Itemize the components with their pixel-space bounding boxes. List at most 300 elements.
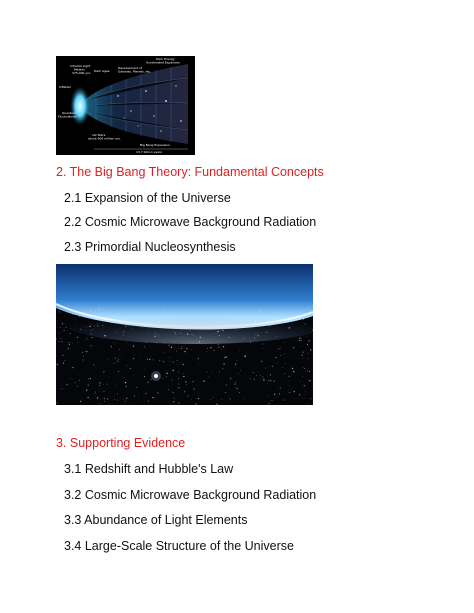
star-dot [178, 387, 179, 388]
star-dot [225, 323, 226, 324]
star-dot [296, 309, 297, 310]
star-dot [212, 372, 213, 373]
star-dot [263, 344, 264, 345]
star-dot [171, 391, 172, 392]
star-dot [68, 348, 69, 349]
star-dot [104, 391, 105, 392]
star-dot [75, 319, 76, 320]
star-dot [219, 335, 220, 336]
star-dot [94, 325, 95, 326]
star-dot [173, 392, 174, 393]
star-dot [141, 327, 142, 328]
star-dot [200, 337, 201, 338]
star-dot [85, 340, 86, 341]
star-dot [83, 356, 84, 357]
star-dot [299, 337, 300, 338]
star-dot [194, 390, 195, 391]
star-dot [300, 309, 301, 310]
star-dot [235, 382, 236, 383]
star-dot [119, 349, 120, 350]
star-dot [62, 341, 63, 342]
star-dot [123, 331, 124, 332]
star-dot [274, 312, 275, 313]
section-3-item-1: 3.1 Redshift and Hubble's Law [64, 462, 234, 476]
star-dot [78, 342, 79, 343]
star-dot [178, 378, 179, 379]
star-dot [208, 376, 209, 377]
star-dot [176, 351, 177, 352]
star-dot [259, 311, 260, 312]
star-dot [135, 354, 136, 355]
star-dot [125, 401, 126, 402]
section-3-item-2: 3.2 Cosmic Microwave Background Radiation [64, 488, 317, 502]
star-dot [114, 399, 115, 400]
star-dot [126, 398, 127, 399]
star-dot [88, 397, 89, 398]
star-dot [123, 335, 124, 336]
star-dot [88, 384, 89, 385]
star-dot [304, 385, 305, 386]
star-dot [182, 346, 183, 347]
star-dot [96, 366, 97, 367]
star-dot [104, 335, 105, 336]
star-dot [273, 381, 274, 382]
star-dot [118, 359, 119, 360]
star-dot [222, 330, 223, 331]
star-dot [103, 372, 104, 373]
star-dot [70, 378, 71, 379]
section-3-heading: 3. Supporting Evidence [56, 436, 186, 450]
star-dot [291, 311, 292, 312]
star-dot [198, 358, 199, 359]
star-dot [166, 315, 167, 316]
star-dot [99, 312, 100, 313]
star-dot [266, 332, 267, 333]
star-dot [107, 384, 108, 385]
star-dot [218, 322, 219, 323]
star-dot [173, 370, 174, 371]
star-dot [286, 363, 287, 364]
star-dot [244, 356, 245, 357]
star-dot [237, 360, 238, 361]
star-dot [228, 309, 229, 310]
star-dot [59, 311, 60, 312]
star-dot [166, 376, 167, 377]
star-dot [282, 367, 283, 368]
star-dot [63, 330, 64, 331]
star-dot [140, 358, 141, 359]
star-dot [206, 351, 207, 352]
star-dot [196, 340, 197, 341]
star-dot [208, 322, 209, 323]
star-dot [111, 346, 112, 347]
star-dot [226, 384, 227, 385]
star-dot [117, 393, 118, 394]
star-dot [183, 373, 184, 374]
star-dot [223, 363, 224, 364]
star-dot [225, 393, 226, 394]
star-dot [141, 311, 142, 312]
star-dot [209, 322, 210, 323]
star-dot [118, 371, 119, 372]
star-dot [196, 317, 197, 318]
star-dot [130, 368, 131, 369]
star-dot [310, 398, 311, 399]
star-dot [183, 376, 184, 377]
star-dot [242, 339, 243, 340]
star-dot [173, 361, 174, 362]
star-dot [138, 397, 139, 398]
star-dot [115, 357, 116, 358]
star-dot [234, 383, 235, 384]
star-dot [268, 403, 269, 404]
star-dot [69, 342, 70, 343]
star-dot [263, 379, 264, 380]
star-dot [245, 356, 246, 357]
star-dot [289, 381, 290, 382]
star-dot [203, 381, 204, 382]
star-dot [186, 382, 187, 383]
star-dot [307, 403, 308, 404]
star-dot [198, 320, 199, 321]
star-dot [268, 380, 269, 381]
star-dot [257, 333, 258, 334]
star-dot [132, 328, 133, 329]
star-dot [153, 397, 154, 398]
star-dot [237, 388, 238, 389]
star-dot [196, 403, 197, 404]
star-dot [77, 337, 78, 338]
star-dot [63, 363, 64, 364]
star-dot [221, 399, 222, 400]
star-dot [98, 350, 99, 351]
star-dot [199, 363, 200, 364]
star-dot [224, 309, 225, 310]
star-dot [160, 330, 161, 331]
star-dot [306, 336, 307, 337]
section-3-item-3: 3.3 Abundance of Light Elements [64, 513, 248, 527]
diagram-label-expansion: Big Bang Expansion [140, 143, 170, 147]
star-dot [192, 334, 193, 335]
star-dot [148, 333, 149, 334]
star-dot [148, 400, 149, 401]
star-dot [184, 391, 185, 392]
star-dot [259, 310, 260, 311]
star-dot [279, 393, 280, 394]
star-dot [280, 355, 281, 356]
star-dot [168, 389, 169, 390]
star-dot [88, 378, 89, 379]
star-dot [89, 326, 90, 327]
star-dot [247, 325, 248, 326]
star-dot [215, 318, 216, 319]
star-dot [226, 357, 227, 358]
section-2-item-1: 2.1 Expansion of the Universe [64, 191, 231, 205]
star-dot [147, 359, 148, 360]
star-dot [210, 347, 211, 348]
star-dot [60, 327, 61, 328]
star-dot [193, 388, 194, 389]
star-dot [182, 363, 183, 364]
star-dot [198, 398, 199, 399]
star-dot [305, 391, 306, 392]
star-dot [108, 316, 109, 317]
star-dot [195, 311, 196, 312]
star-dot [162, 378, 163, 379]
star-dot [218, 331, 219, 332]
star-dot [180, 333, 181, 334]
star-dot [210, 399, 211, 400]
star-dot [62, 323, 63, 324]
star-dot [97, 323, 98, 324]
star-dot [75, 382, 76, 383]
star-dot [263, 321, 264, 322]
star-dot [259, 322, 260, 323]
star-dot [179, 384, 180, 385]
star-dot [303, 367, 304, 368]
star-dot [174, 398, 175, 399]
star-dot [272, 366, 273, 367]
star-dot [302, 354, 303, 355]
star-dot [312, 330, 313, 331]
star-dot [104, 398, 105, 399]
star-dot [77, 322, 78, 323]
star-dot [226, 309, 227, 310]
star-dot [244, 324, 245, 325]
star-dot [80, 401, 81, 402]
star-dot [283, 400, 284, 401]
star-dot [145, 393, 146, 394]
star-dot [305, 316, 306, 317]
section-2-item-2: 2.2 Cosmic Microwave Background Radiation [64, 215, 317, 229]
star-dot [127, 313, 128, 314]
star-dot [76, 393, 77, 394]
star-dot [90, 378, 91, 379]
star-dot [301, 340, 302, 341]
star-dot [104, 338, 105, 339]
star-dot [102, 325, 103, 326]
star-dot [77, 386, 78, 387]
star-dot [277, 363, 278, 364]
star-dot [62, 355, 63, 356]
star-dot [284, 353, 285, 354]
diagram-label-first-stars: 1st Stars about 400 million yrs. [88, 133, 121, 141]
star-dot [223, 346, 224, 347]
star-dot [238, 373, 239, 374]
star-dot [198, 311, 199, 312]
star-dot [186, 348, 187, 349]
star-dot [86, 338, 87, 339]
star-dot [230, 400, 231, 401]
star-dot [225, 392, 226, 393]
star-dot [240, 317, 241, 318]
star-dot [157, 392, 158, 393]
star-dot [307, 344, 308, 345]
star-dot [218, 344, 219, 345]
star-dot [284, 373, 285, 374]
star-dot [265, 368, 266, 369]
star-dot [154, 336, 155, 337]
star-dot [168, 316, 169, 317]
star-dot [292, 368, 293, 369]
star-dot [225, 316, 226, 317]
star-dot [60, 338, 61, 339]
star-dot [101, 313, 102, 314]
star-dot [70, 328, 71, 329]
star-dot [293, 347, 294, 348]
big-bang-timeline-image [56, 56, 195, 155]
star-dot [58, 327, 59, 328]
star-dot [92, 324, 93, 325]
star-dot [270, 380, 271, 381]
star-dot [235, 364, 236, 365]
star-dot [126, 386, 127, 387]
star-dot [91, 330, 92, 331]
star-dot [222, 368, 223, 369]
star-dot [166, 373, 167, 374]
star-dot [103, 384, 104, 385]
star-dot [144, 346, 145, 347]
diagram-label-dark-energy: Dark Energy Accelerated Expansion [146, 57, 181, 65]
star-dot [260, 379, 261, 380]
star-dot [97, 397, 98, 398]
star-dot [207, 348, 208, 349]
star-dot [205, 323, 206, 324]
star-dot [206, 372, 207, 373]
star-dot [65, 327, 66, 328]
diagram-label-years: 13.7 billion years [136, 150, 162, 154]
star-dot [187, 334, 188, 335]
star-dot [56, 402, 57, 403]
star-dot [172, 326, 173, 327]
star-dot [302, 358, 303, 359]
star-dot [222, 317, 223, 318]
star-dot [127, 365, 128, 366]
star-dot [169, 345, 170, 346]
star-dot [230, 398, 231, 399]
star-dot [304, 368, 305, 369]
star-dot [269, 326, 270, 327]
star-dot [85, 330, 86, 331]
star-dot [163, 361, 164, 362]
star-dot [262, 377, 263, 378]
star-dot [57, 364, 58, 365]
star-dot [147, 382, 148, 383]
star-dot [240, 370, 241, 371]
star-dot [159, 360, 160, 361]
star-dot [218, 346, 219, 347]
star-dot [144, 376, 145, 377]
star-dot [59, 332, 60, 333]
star-dot [299, 394, 300, 395]
star-dot [180, 319, 181, 320]
star-dot [98, 309, 99, 310]
star-dot [299, 340, 300, 341]
star-dot [97, 325, 98, 326]
star-dot [134, 396, 135, 397]
star-dot [133, 358, 134, 359]
star-dot [125, 382, 126, 383]
star-dot [192, 381, 193, 382]
star-dot [107, 398, 108, 399]
star-dot [262, 348, 263, 349]
star-dot [99, 382, 100, 383]
star-dot [143, 319, 144, 320]
star-dot [157, 327, 158, 328]
star-dot [117, 361, 118, 362]
star-dot [163, 361, 164, 362]
star-dot [269, 366, 270, 367]
star-dot [116, 332, 117, 333]
star-dot [74, 330, 75, 331]
star-dot [283, 313, 284, 314]
star-dot [307, 370, 308, 371]
star-dot [228, 324, 229, 325]
star-dot [123, 399, 124, 400]
star-dot [109, 377, 110, 378]
star-dot [125, 326, 126, 327]
star-dot [253, 372, 254, 373]
diagram-label-infrared: Infrared Light Pattern 375,000 yrs. [70, 64, 91, 75]
star-dot [61, 341, 62, 342]
star-dot [289, 327, 290, 328]
star-dot [191, 349, 192, 350]
star-dot [93, 329, 94, 330]
star-dot [311, 311, 312, 312]
star-dot [289, 392, 290, 393]
star-dot [82, 352, 83, 353]
star-dot [191, 399, 192, 400]
star-dot [175, 333, 176, 334]
star-dot [158, 336, 159, 337]
star-dot [235, 387, 236, 388]
star-dot [86, 389, 87, 390]
star-dot [254, 379, 255, 380]
star-dot [280, 348, 281, 349]
star-dot [136, 387, 137, 388]
star-dot [230, 378, 231, 379]
star-dot [204, 327, 205, 328]
star-dot [163, 321, 164, 322]
star-dot [90, 310, 91, 311]
star-dot [203, 363, 204, 364]
star-dot [91, 337, 92, 338]
star-dot [201, 326, 202, 327]
star-dot [158, 334, 159, 335]
star-dot [93, 364, 94, 365]
star-dot [214, 350, 215, 351]
star-dot [304, 323, 305, 324]
star-dot [243, 338, 244, 339]
star-dot [216, 317, 217, 318]
star-dot [272, 400, 273, 401]
star-dot [302, 376, 303, 377]
star-dot [239, 392, 240, 393]
star-dot [80, 329, 81, 330]
star-dot [104, 371, 105, 372]
star-dot [244, 398, 245, 399]
star-dot [250, 378, 251, 379]
star-dot [219, 372, 220, 373]
star-dot [107, 359, 108, 360]
star-dot [178, 372, 179, 373]
star-dot [289, 376, 290, 377]
star-dot [149, 359, 150, 360]
star-dot [199, 341, 200, 342]
star-dot [104, 371, 105, 372]
star-dot [99, 385, 100, 386]
star-dot [86, 351, 87, 352]
